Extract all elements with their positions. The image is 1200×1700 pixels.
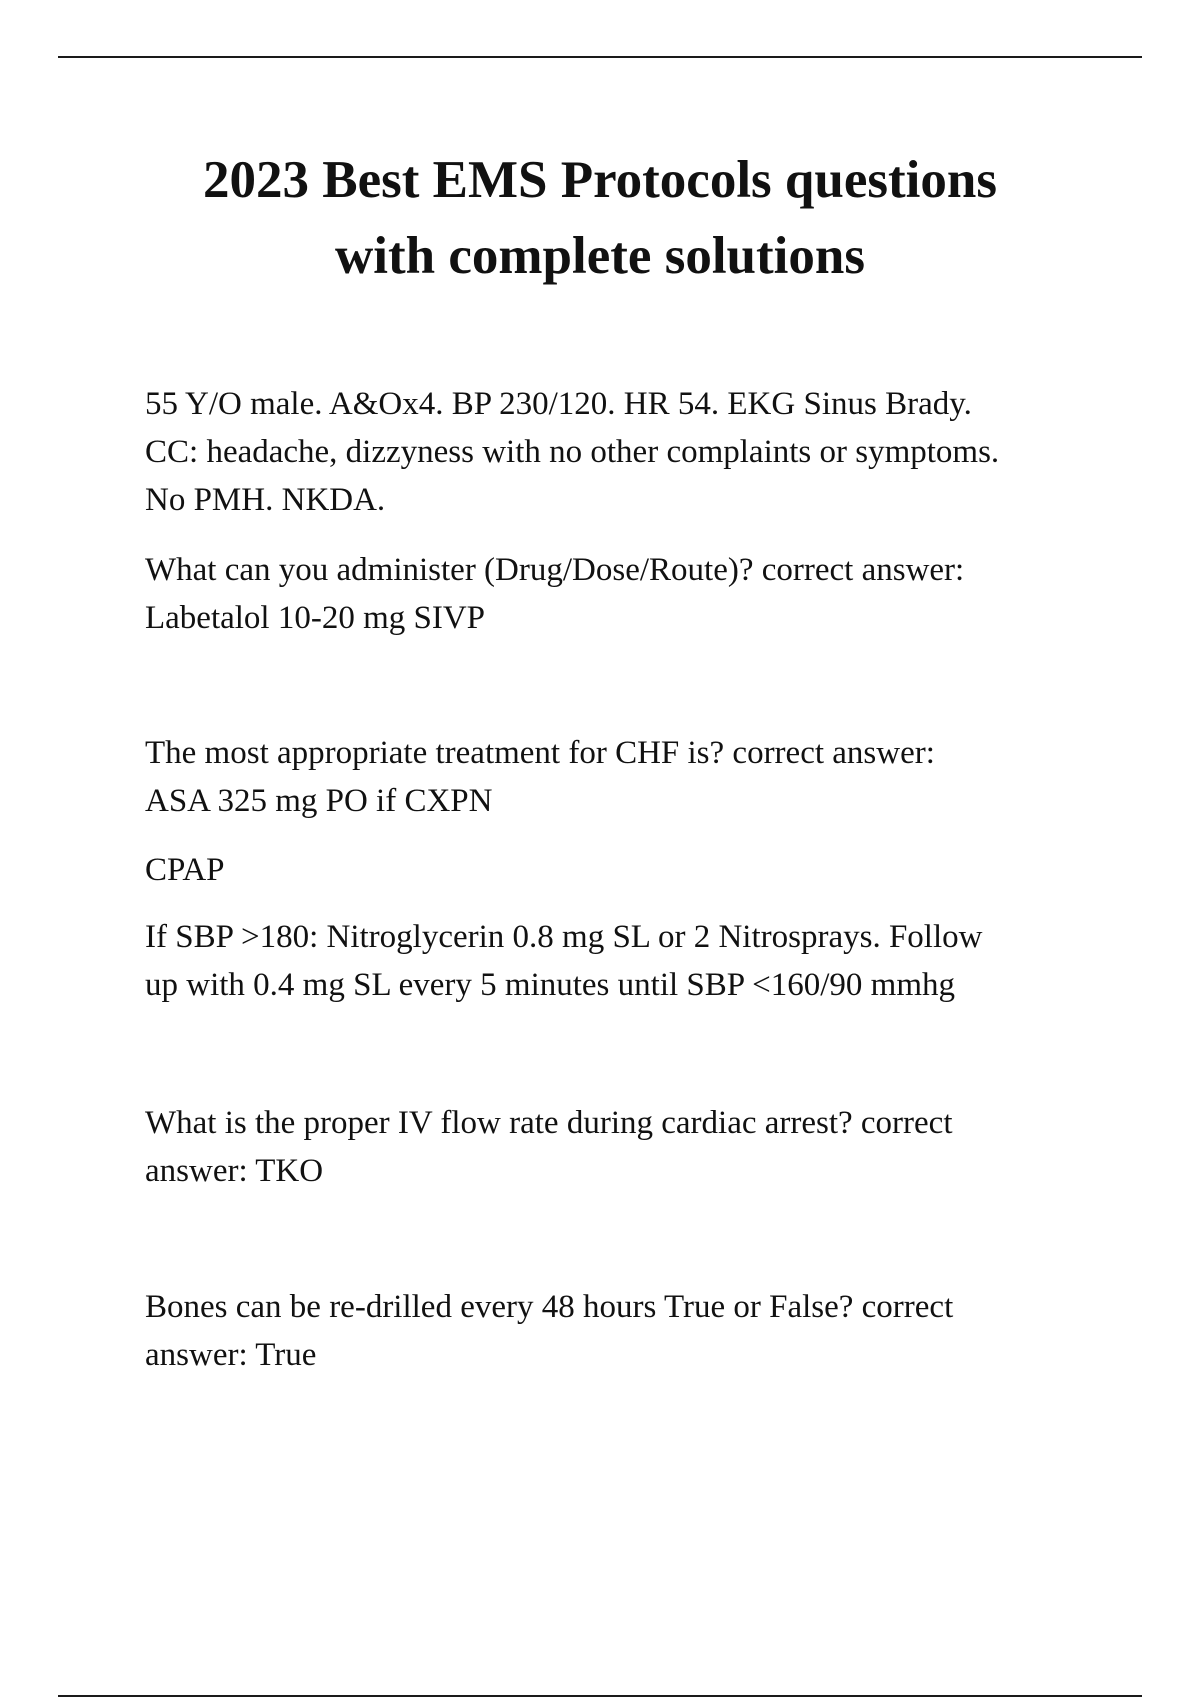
paragraph-line: Labetalol 10-20 mg SIVP [145,600,486,636]
paragraph-line: Bones can be re-drilled every 48 hours True or False? correct [145,1289,954,1325]
paragraph-line: CC: headache, dizzyness with no other complaints or symptoms. [145,434,1000,470]
paragraph-line: No PMH. NKDA. [145,482,386,518]
paragraph-line: ASA 325 mg PO if CXPN [145,783,493,819]
question-chf-treatment [145,729,1105,825]
paragraph-line: answer: True [145,1337,317,1373]
bottom-rule [58,1695,1142,1697]
paragraph-line: The most appropriate treatment for CHF is? correct answer: [145,735,935,771]
paragraph-line: answer: TKO [145,1153,324,1189]
answer-cpap [145,846,1105,894]
question-iv-flow-rate [145,1099,1105,1195]
top-rule [58,56,1142,58]
title-line-1: 2023 Best EMS Protocols questions [202,151,998,209]
patient-scenario-paragraph [145,380,1105,524]
answer-nitroglycerin [145,913,1105,1009]
paragraph-line: CPAP [145,852,225,888]
paragraph-line: What is the proper IV flow rate during cardiac arrest? correct [145,1105,953,1141]
paragraph-line: What can you administer (Drug/Dose/Route)? correct answer: [145,552,965,588]
paragraph-line: up with 0.4 mg SL every 5 minutes until SBP <160/90 mmhg [145,967,956,1003]
document-title [100,142,1100,294]
paragraph-line: 55 Y/O male. A&Ox4. BP 230/120. HR 54. EKG Sinus Brady. [145,386,972,422]
question-administer [145,546,1105,642]
paragraph-line: If SBP >180: Nitroglycerin 0.8 mg SL or 2 Nitrosprays. Follow [145,919,983,955]
question-bones-redrill [145,1283,1105,1379]
title-line-2: with complete solutions [335,227,865,285]
